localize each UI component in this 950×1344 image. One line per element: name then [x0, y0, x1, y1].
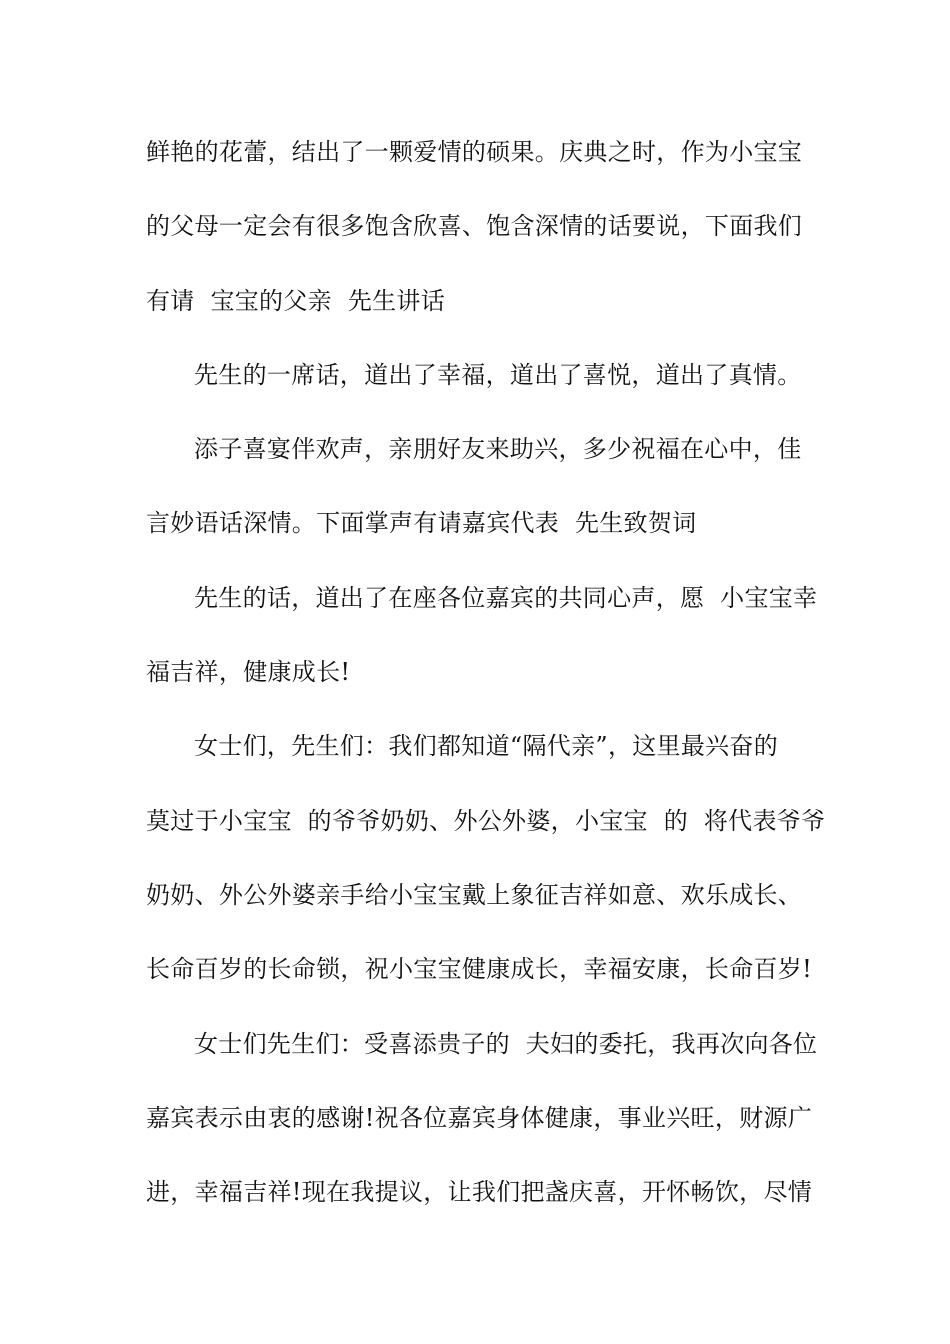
text-line: 言妙语话深情。下面掌声有请嘉宾代表 先生致贺词 [146, 509, 697, 538]
text-line: 鲜艳的花蕾，结出了一颗爱情的硕果。庆典之时，作为小宝宝 [146, 138, 803, 166]
text-line: 有请 宝宝的父亲 先生讲话 [146, 286, 446, 315]
paragraph-first-line: 先生的话，道出了在座各位嘉宾的共同心声，愿 小宝宝幸 [194, 583, 818, 612]
text-line: 的父母一定会有很多饱含欣喜、饱含深情的话要说，下面我们 [146, 212, 803, 241]
document-body [146, 128, 826, 1242]
text-line: 长命百岁的长命锁，祝小宝宝健康成长，幸福安康，长命百岁! [146, 955, 813, 984]
paragraph-first-line: 女士们，先生们：我们都知道“隔代亲”，这里最兴奋的 [194, 732, 779, 761]
paragraph-first-line: 添子喜宴伴欢声，亲朋好友来助兴，多少祝福在心中，佳 [194, 435, 802, 464]
text-line: 福吉祥，健康成长! [146, 658, 351, 687]
text-line: 进，幸福吉祥!现在我提议，让我们把盏庆喜，开怀畅饮，尽情 [146, 1178, 813, 1207]
paragraph-first-line: 女士们先生们：受喜添贵子的 夫妇的委托，我再次向各位 [194, 1029, 818, 1058]
paragraph-first-line: 先生的一席话，道出了幸福，道出了喜悦，道出了真情。 [194, 360, 802, 389]
text-line: 莫过于小宝宝 的爷爷奶奶、外公外婆，小宝宝 的 将代表爷爷 [146, 806, 826, 835]
text-line: 奶奶、外公外婆亲手给小宝宝戴上象征吉祥如意、欢乐成长、 [146, 880, 803, 909]
text-line: 嘉宾表示由衷的感谢!祝各位嘉宾身体健康，事业兴旺，财源广 [146, 1103, 813, 1132]
